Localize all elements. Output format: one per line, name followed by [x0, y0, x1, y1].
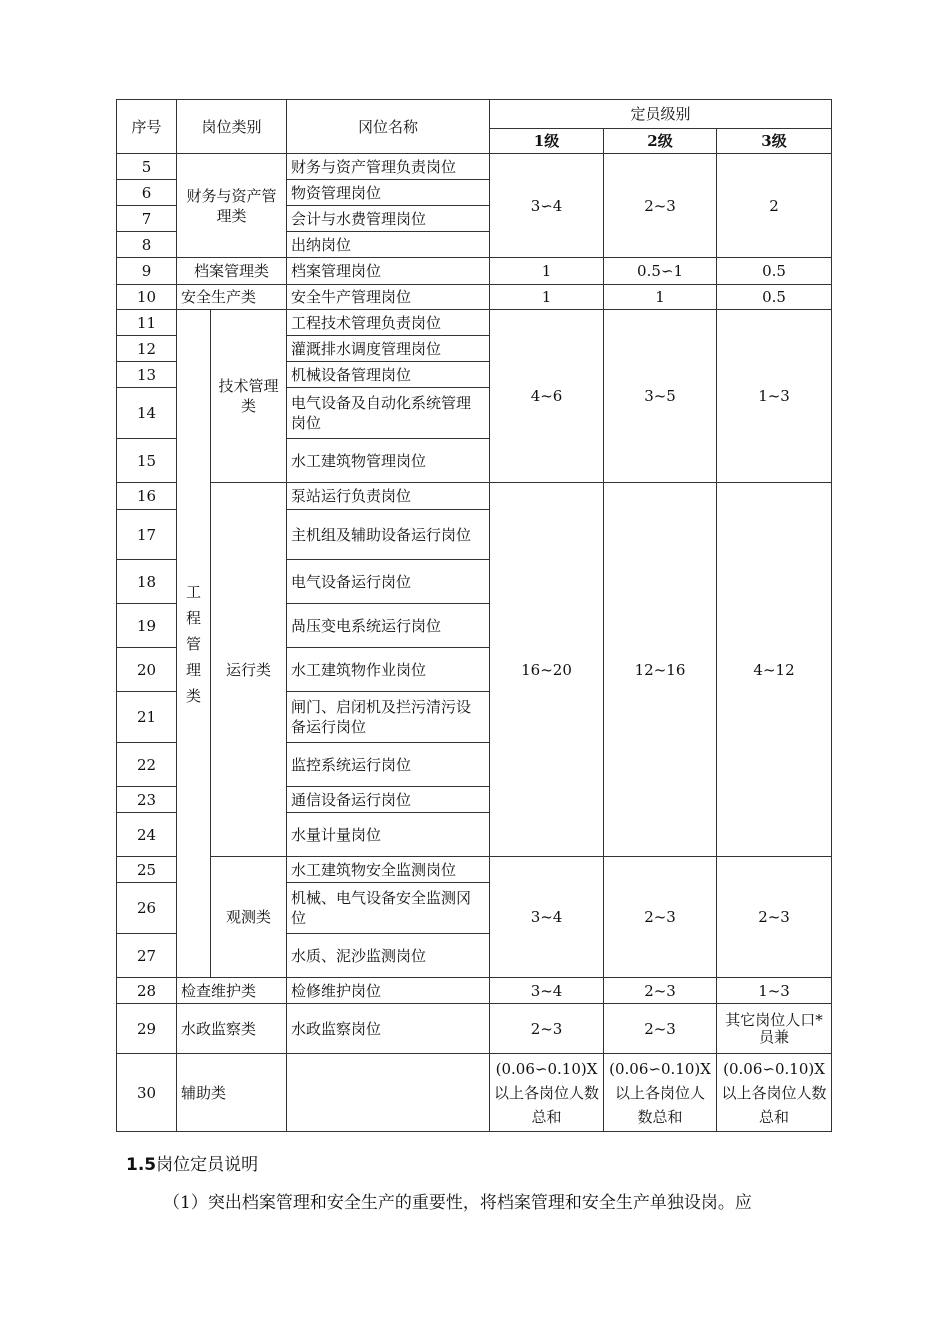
row-seq: 12: [117, 336, 177, 362]
water-admin-level-2: 2~3: [604, 1004, 717, 1054]
row-seq: 9: [117, 258, 177, 285]
header-category: 岗位类别: [177, 100, 287, 154]
observation-level-2: 2~3: [604, 857, 717, 978]
operation-level-1: 16~20: [490, 483, 604, 857]
post-name: 机械、电气设备安全监测冈位: [287, 883, 490, 934]
row-seq: 24: [117, 813, 177, 857]
post-name: [287, 1054, 490, 1132]
table-row: [117, 483, 832, 510]
post-name: 工程技术管理负责岗位: [287, 310, 490, 336]
category-inspection: 检查维护类: [177, 978, 287, 1004]
observation-level-1: 3~4: [490, 857, 604, 978]
row-seq: 13: [117, 362, 177, 388]
table-row: [117, 1004, 832, 1054]
row-seq: 16: [117, 483, 177, 510]
table-row: [117, 1054, 832, 1132]
safety-level-3: 0.5: [717, 285, 832, 310]
table-row: [117, 154, 832, 180]
category-finance: 财务与资产管理类: [177, 154, 287, 258]
post-name: 财务与资产管理负责岗位: [287, 154, 490, 180]
table-header-row: [117, 100, 832, 129]
row-seq: 20: [117, 648, 177, 692]
post-name: 咼压变电系统运行岗位: [287, 604, 490, 648]
operation-level-3: 4~12: [717, 483, 832, 857]
row-seq: 8: [117, 232, 177, 258]
table-row: [117, 857, 832, 883]
row-seq: 28: [117, 978, 177, 1004]
post-name: 主机组及辅助设备运行岗位: [287, 510, 490, 560]
tech-level-2: 3~5: [604, 310, 717, 483]
row-seq: 15: [117, 439, 177, 483]
post-name: 闸门、启闭机及拦污清污设备运行岗位: [287, 692, 490, 743]
post-name: 水质、泥沙监测岗位: [287, 934, 490, 978]
water-admin-level-1: 2~3: [490, 1004, 604, 1054]
inspection-level-1: 3~4: [490, 978, 604, 1004]
post-name: 泵站运行负责岗位: [287, 483, 490, 510]
finance-level-2: 2~3: [604, 154, 717, 258]
header-level-group: 定员级别: [490, 100, 832, 129]
auxiliary-level-1: (0.06∽0.10)X以上各岗位人数总和: [490, 1054, 604, 1132]
header-post-name: 冈位名称: [287, 100, 490, 154]
staffing-table-container: [116, 99, 831, 1132]
post-name: 水工建筑物作业岗位: [287, 648, 490, 692]
section-number: 1.5: [126, 1155, 157, 1175]
table-row: [117, 285, 832, 310]
auxiliary-level-2: (0.06∽0.10)X以上各岗位人数总和: [604, 1054, 717, 1132]
observation-level-3: 2~3: [717, 857, 832, 978]
row-seq: 11: [117, 310, 177, 336]
category-auxiliary: 辅助类: [177, 1054, 287, 1132]
header-level-3: 3级: [717, 129, 832, 154]
body-paragraph: （1）突出档案管理和安全生产的重要性，将档案管理和安全生产单独设岗。应: [163, 1193, 752, 1213]
row-seq: 23: [117, 787, 177, 813]
category-operation: 运行类: [211, 483, 287, 857]
section-heading: [126, 1150, 258, 1175]
category-observation: 观测类: [211, 857, 287, 978]
water-admin-level-3: 其它岗位人口*员兼: [717, 1004, 832, 1054]
inspection-level-2: 2~3: [604, 978, 717, 1004]
post-name: 电气设备及自动化系统管理岗位: [287, 388, 490, 439]
row-seq: 17: [117, 510, 177, 560]
auxiliary-level-3: (0.06∽0.10)X以上各岗位人数总和: [717, 1054, 832, 1132]
row-seq: 10: [117, 285, 177, 310]
archive-level-2: 0.5∽1: [604, 258, 717, 285]
finance-level-1: 3∽4: [490, 154, 604, 258]
row-seq: 7: [117, 206, 177, 232]
operation-level-2: 12~16: [604, 483, 717, 857]
category-engineering: [177, 310, 211, 978]
row-seq: 25: [117, 857, 177, 883]
category-water-admin: 水政监察类: [177, 1004, 287, 1054]
post-name: 监控系统运行岗位: [287, 743, 490, 787]
row-seq: 19: [117, 604, 177, 648]
post-name: 物资管理岗位: [287, 180, 490, 206]
row-seq: 27: [117, 934, 177, 978]
header-level-2: 2级: [604, 129, 717, 154]
archive-level-1: 1: [490, 258, 604, 285]
row-seq: 29: [117, 1004, 177, 1054]
header-level-1: 1级: [490, 129, 604, 154]
safety-level-1: 1: [490, 285, 604, 310]
post-name: 水工建筑物安全监测岗位: [287, 857, 490, 883]
inspection-level-3: 1~3: [717, 978, 832, 1004]
section-title: 岗位定员说明: [156, 1155, 259, 1175]
post-name: 安全牛产管理岗位: [287, 285, 490, 310]
table-row: [117, 258, 832, 285]
post-name: 检修维护岗位: [287, 978, 490, 1004]
post-name: 水量计量岗位: [287, 813, 490, 857]
category-tech: 技术管理类: [211, 310, 287, 483]
safety-level-2: 1: [604, 285, 717, 310]
archive-level-3: 0.5: [717, 258, 832, 285]
tech-level-1: 4~6: [490, 310, 604, 483]
table-row: [117, 978, 832, 1004]
post-name: 水工建筑物管理岗位: [287, 439, 490, 483]
row-seq: 5: [117, 154, 177, 180]
post-name: 档案管理岗位: [287, 258, 490, 285]
row-seq: 6: [117, 180, 177, 206]
table-row: [117, 310, 832, 336]
row-seq: 30: [117, 1054, 177, 1132]
row-seq: 21: [117, 692, 177, 743]
row-seq: 26: [117, 883, 177, 934]
post-name: 灌溉排水调度管理岗位: [287, 336, 490, 362]
category-safety: 安全生产类: [177, 285, 287, 310]
row-seq: 14: [117, 388, 177, 439]
row-seq: 18: [117, 560, 177, 604]
category-engineering-label: 工程管理类: [186, 582, 202, 705]
post-name: 机械设备管理岗位: [287, 362, 490, 388]
staffing-table: [116, 99, 832, 1132]
post-name: 通信设备运行岗位: [287, 787, 490, 813]
post-name: 出纳岗位: [287, 232, 490, 258]
header-seq: 序号: [117, 100, 177, 154]
post-name: 会计与水费管理岗位: [287, 206, 490, 232]
row-seq: 22: [117, 743, 177, 787]
post-name: 电气设备运行岗位: [287, 560, 490, 604]
finance-level-3: 2: [717, 154, 832, 258]
post-name: 水政监察岗位: [287, 1004, 490, 1054]
tech-level-3: 1~3: [717, 310, 832, 483]
category-archive: 档案管理类: [177, 258, 287, 285]
